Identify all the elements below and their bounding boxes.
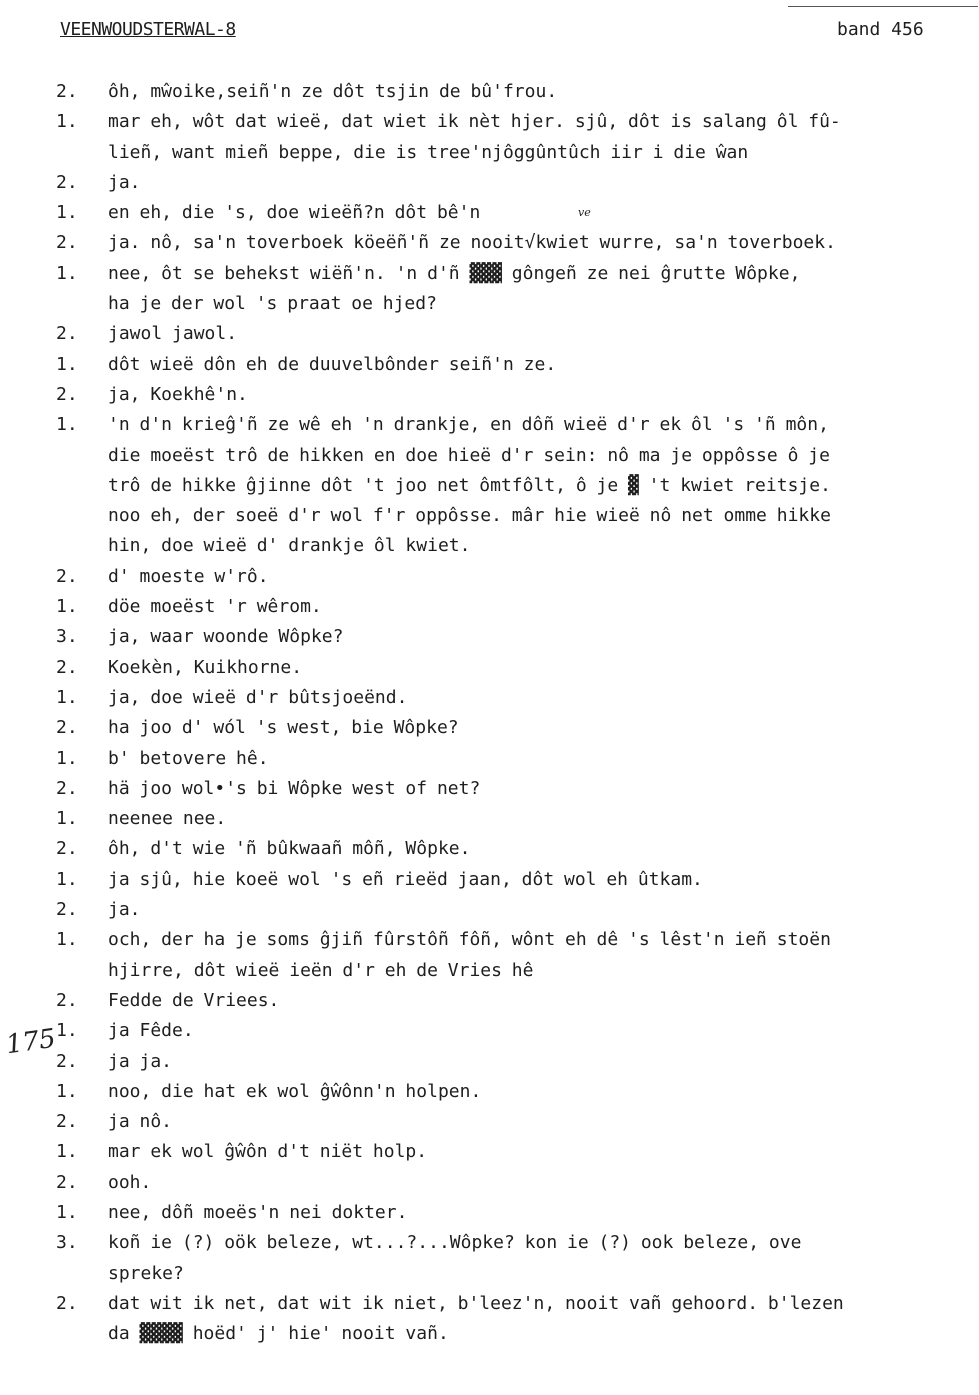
speaker-number: 1. [56, 353, 78, 375]
utterance-text: ja. nô, sa'n toverboek köeëñ'ñ ze nooit√kwiet wurre, sa'n toverboek. [108, 232, 836, 254]
transcript-line [56, 1047, 971, 1077]
speaker-number: 2. [56, 899, 78, 921]
speaker-number: 1. [56, 868, 78, 890]
transcript-line [56, 804, 971, 834]
speaker-number: 1. [56, 596, 78, 618]
transcript-line [56, 683, 971, 713]
top-rule [788, 6, 978, 7]
utterance-text: ja ja. [108, 1050, 173, 1072]
speaker-number: 1. [56, 414, 78, 436]
utterance-text: jawol jawol. [108, 323, 238, 345]
utterance-text: döe moeëst 'r wêrom. [108, 596, 322, 618]
utterance-text: b' betovere hê. [108, 747, 269, 769]
transcript-line [56, 350, 971, 380]
transcript-line [56, 410, 971, 561]
speaker-number: 2. [56, 1171, 78, 1193]
speaker-number: 1. [56, 1201, 78, 1223]
transcript-line [56, 1228, 971, 1289]
speaker-number: 1. [56, 929, 78, 951]
utterance-text: ja Fêde. [108, 1020, 194, 1042]
utterance-text: ja, Koekhê'n. [108, 383, 248, 405]
utterance-text: ja. [108, 899, 141, 921]
transcript-line [56, 107, 971, 168]
speaker-number: 2. [56, 383, 78, 405]
utterance-text: nee, dôñ moeës'n nei dokter. [108, 1201, 408, 1223]
speaker-number: 1. [56, 1020, 78, 1042]
transcript-line [56, 834, 971, 864]
transcript-line [56, 1137, 971, 1167]
transcript-line [56, 168, 971, 198]
speaker-number: 3. [56, 1232, 78, 1254]
transcript-line [56, 1289, 971, 1350]
utterance-text: dat wit ik net, dat wit ik niet, b'leez'n, nooit vañ gehoord. b'lezen da ▓▓▓▓ hoëd' j' hie' nooit vañ. [108, 1292, 844, 1345]
transcript-line [56, 319, 971, 349]
utterance-text: en eh, die 's, doe wieëñ?n dôt bê'n [108, 202, 481, 224]
speaker-number: 2. [56, 1292, 78, 1314]
transcript-line [56, 653, 971, 683]
utterance-text: dôt wieë dôn eh de duuvelbônder seiñ'n ze. [108, 353, 557, 375]
speaker-number: 1. [56, 1141, 78, 1163]
utterance-text: ja. [108, 171, 141, 193]
transcript-line [56, 986, 971, 1016]
speaker-number: 2. [56, 989, 78, 1011]
utterance-text: ha joo d' wól 's west, bie Wôpke? [108, 717, 459, 739]
margin-note: 175 [4, 1023, 58, 1061]
utterance-text: ôh, mŵoike,seiñ'n ze dôt tsjin de bû'frou. [108, 81, 558, 102]
transcript-line [56, 1198, 971, 1228]
transcript-line [56, 1168, 971, 1198]
utterance-text: koñ ie (?) oök beleze, wt...?...Wôpke? kon ie (?) ook beleze, ove spreke? [108, 1232, 802, 1284]
speaker-number: 2. [56, 81, 78, 102]
utterance-text: ooh. [108, 1171, 152, 1193]
transcript-line [56, 228, 971, 258]
utterance-text: noo, die hat ek wol ĝŵônn'n holpen. [108, 1080, 482, 1102]
transcript-line [56, 774, 971, 804]
transcript-line [56, 925, 971, 986]
utterance-text: hä joo wol•'s bi Wôpke west of net? [108, 777, 481, 799]
speaker-number: 2. [56, 717, 78, 739]
utterance-text: och, der ha je soms ĝjiñ fûrstôñ fôñ, wônt eh dê 's lêst'n ieñ stoën hjirre, dôt wieë ieën d'r eh de Vries hê [108, 929, 831, 981]
speaker-number: 1. [56, 202, 78, 224]
speaker-number: 2. [56, 323, 78, 345]
transcript-line [56, 198, 971, 228]
utterance-text: ja sjû, hie koeë wol 's eñ rieëd jaan, dôt wol eh ûtkam. [108, 868, 703, 890]
speaker-number: 2. [56, 1050, 78, 1072]
utterance-text: 'n d'n krieĝ'ñ ze wê eh 'n drankje, en dôñ wieë d'r ek ôl 's 'ñ môn, die moeëst trô de hikken en doe hieë d'r sein: nô ma je oppôsse ô je trô de hikke ĝjinne dôt 't joo net ômtfôlt, ô je ▓ 't kwiet reitsje. noo eh, der soeë d'r wol f'r oppôsse. mâr hie wieë nô net omme hikke hin, doe wieë d' drankje ôl kwiet. [108, 414, 831, 557]
speaker-number: 1. [56, 808, 78, 830]
utterance-text: ja nô. [108, 1111, 173, 1133]
transcript-line [56, 895, 971, 925]
utterance-text: mar ek wol ĝŵôn d't niët holp. [108, 1141, 428, 1163]
transcript-line [56, 259, 971, 320]
edit-mark: ve [578, 206, 591, 219]
utterance-text: ja, doe wieë d'r bûtsjoeënd. [108, 686, 408, 708]
transcript [56, 77, 971, 1349]
speaker-number: 1. [56, 1080, 78, 1102]
utterance-text: ôh, d't wie 'ñ bûkwaañ môñ, Wôpke. [108, 838, 471, 860]
speaker-number: 1. [56, 747, 78, 769]
speaker-number: 1. [56, 262, 78, 284]
utterance-text: ja, waar woonde Wôpke? [108, 626, 344, 648]
band-number: band 456 [837, 19, 924, 40]
speaker-number: 2. [56, 171, 78, 193]
transcript-line [56, 622, 971, 652]
speaker-number: 1. [56, 111, 78, 133]
utterance-text: Koekèn, Kuikhorne. [108, 656, 303, 678]
speaker-number: 2. [56, 1111, 78, 1133]
utterance-text: mar eh, wôt dat wieë, dat wiet ik nèt hjer. sjû, dôt is salang ôl fû- lieñ, want mieñ beppe, die is tree'njôggûntûch iir i die ŵan [108, 111, 841, 163]
speaker-number: 1. [56, 686, 78, 708]
speaker-number: 3. [56, 626, 78, 648]
speaker-number: 2. [56, 777, 78, 799]
utterance-text: Fedde de Vriees. [108, 989, 280, 1011]
transcript-line [56, 865, 971, 895]
utterance-text: neenee nee. [108, 808, 227, 830]
utterance-text: nee, ôt se behekst wiëñ'n. 'n d'ñ ▓▓▓ gôngeñ ze nei ĝrutte Wôpke, ha je der wol 's praat oe hjed? [108, 262, 801, 315]
document-title: VEENWOUDSTERWAL-8 [60, 19, 236, 40]
transcript-line [56, 713, 971, 743]
speaker-number: 2. [56, 838, 78, 860]
speaker-number: 2. [56, 565, 78, 587]
utterance-text: d' moeste w'rô. [108, 565, 269, 587]
transcript-line [56, 1016, 971, 1046]
speaker-number: 2. [56, 232, 78, 254]
transcript-line [56, 1107, 971, 1137]
transcript-line [56, 1077, 971, 1107]
transcript-line [56, 77, 971, 107]
transcript-line [56, 380, 971, 410]
transcript-line [56, 744, 971, 774]
speaker-number: 2. [56, 656, 78, 678]
transcript-line [56, 592, 971, 622]
transcript-line [56, 562, 971, 592]
